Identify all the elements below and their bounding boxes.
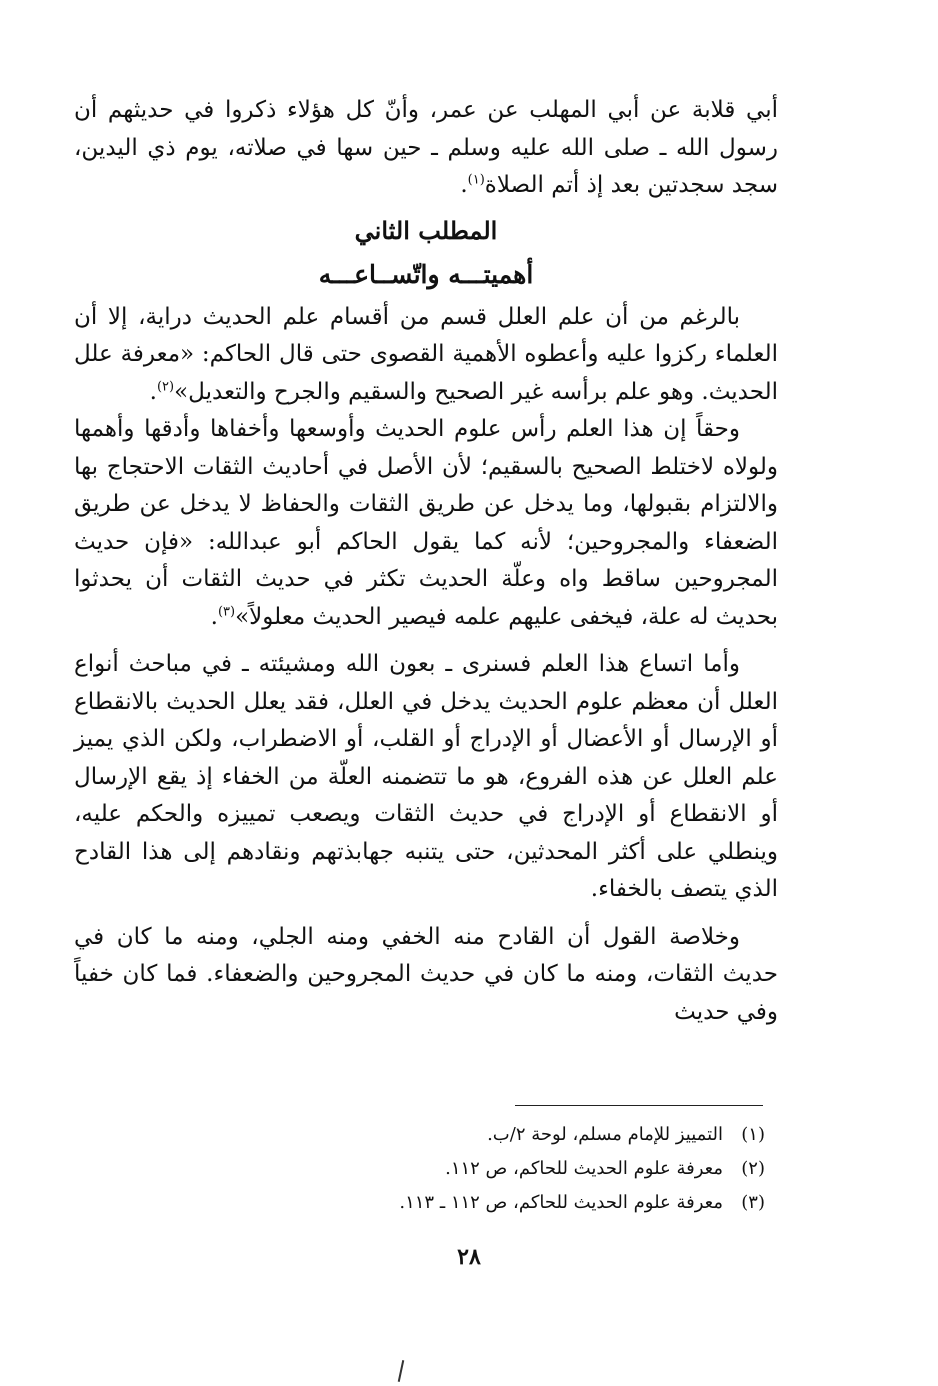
paragraph-text: بالرغم من أن علم العلل قسم من أقسام علم الحديث دراية، إلا أن العلماء ركزوا عليه وأعطوه الأهمية القصوى حتى قال الحاكم: «معرفة علل الحديث. وهو علم برأسه غير الصحيح والسقيم والجرح والتعديل» xyxy=(74,303,778,405)
footnote-ref-3: (٣) xyxy=(217,603,236,619)
footnote-ref-2: (٢) xyxy=(156,378,175,394)
footnote-text: معرفة علوم الحديث للحاكم، ص ١١٢ ـ ١١٣. xyxy=(399,1192,723,1213)
paragraph-1 xyxy=(74,299,778,412)
scan-mark xyxy=(398,1360,405,1382)
paragraph-end: . xyxy=(149,378,157,405)
footnote-number: (١) xyxy=(741,1124,765,1145)
footnote-item xyxy=(260,1186,765,1220)
footnote-text: معرفة علوم الحديث للحاكم، ص ١١٢. xyxy=(445,1158,723,1179)
paragraph-text: أبي قلابة عن أبي المهلب عن عمر، وأنّ كل هؤلاء ذكروا في حديثهم أن رسول الله ـ صلى الله عليه وسلم ـ حين سها في صلاته، يوم ذي اليدين، سجد سجدتين بعد إذ أتم الصلاة xyxy=(74,97,778,198)
paragraph-2 xyxy=(74,411,778,636)
footnote-number: (٢) xyxy=(741,1158,765,1179)
footnotes xyxy=(260,1118,765,1220)
section-subheading: أهميتـــه واتّســاعـــه xyxy=(318,259,534,289)
footnote-item xyxy=(260,1118,765,1152)
footnote-ref-1: (١) xyxy=(467,172,485,188)
section-heading: المطلب الثاني xyxy=(354,215,498,245)
paragraph-text: وحقاً إن هذا العلم رأس علوم الحديث وأوسعها وأخفاها وأدقها وأهمها ولولاه لاختلط الصحيح بالسقيم؛ لأن الأصل في أحاديث الثقات الاحتجاج بها والالتزام بقبولها، وما يدخل عن طريق الثقات والحفاظ لا يدخل عن طريق الضعفاء والمجروحين؛ لأنه كما يقول الحاكم أبو عبدالله: «فإن حديث المجروحين ساقط واه وعلّة الحديث تكثر في حديث الثقات أن يحدثوا بحديث له علة، فيخفى عليهم علمه فيصير الحديث معلولاً» xyxy=(74,416,778,630)
footnote-text: التمييز للإمام مسلم، لوحة ٢/ب. xyxy=(487,1124,723,1145)
paragraph-continuation xyxy=(74,92,778,205)
page-number: ٢٨ xyxy=(457,1244,481,1270)
paragraph-4: وخلاصة القول أن القادح منه الخفي ومنه الجلي، ومنه ما كان في حديث الثقات، ومنه ما كان في حديث المجروحين والضعفاء. فما كان خفياً وفي حديث xyxy=(74,923,778,1025)
main-text xyxy=(74,92,778,1031)
footnote-item xyxy=(260,1152,765,1186)
paragraph-end: . xyxy=(210,603,218,630)
paragraph-3: وأما اتساع هذا العلم فسنرى ـ بعون الله ومشيئته ـ في مباحث أنواع العلل أن معظم علوم الحديث يدخل في العلل، فقد يعلل الحديث بالانقطاع أو الإرسال أو الأعضال أو الإدراج أو القلب، أو الاضطراب، ولكن الذي يميز علم العلل عن هذه الفروع، هو ما تتضمنه العلّة من الخفاء إذ يقع الإرسال أو الانقطاع أو الإدراج في حديث الثقات ويصعب تمييزه والحكم عليه، وينطلي على أكثر المحدثين، حتى يتنبه جهابذتهم ونقادهم إلى هذا القادح الذي يتصف بالخفاء. xyxy=(74,651,778,902)
footnote-divider xyxy=(515,1105,763,1106)
footnote-number: (٣) xyxy=(741,1192,765,1213)
paragraph-end: . xyxy=(460,172,468,198)
